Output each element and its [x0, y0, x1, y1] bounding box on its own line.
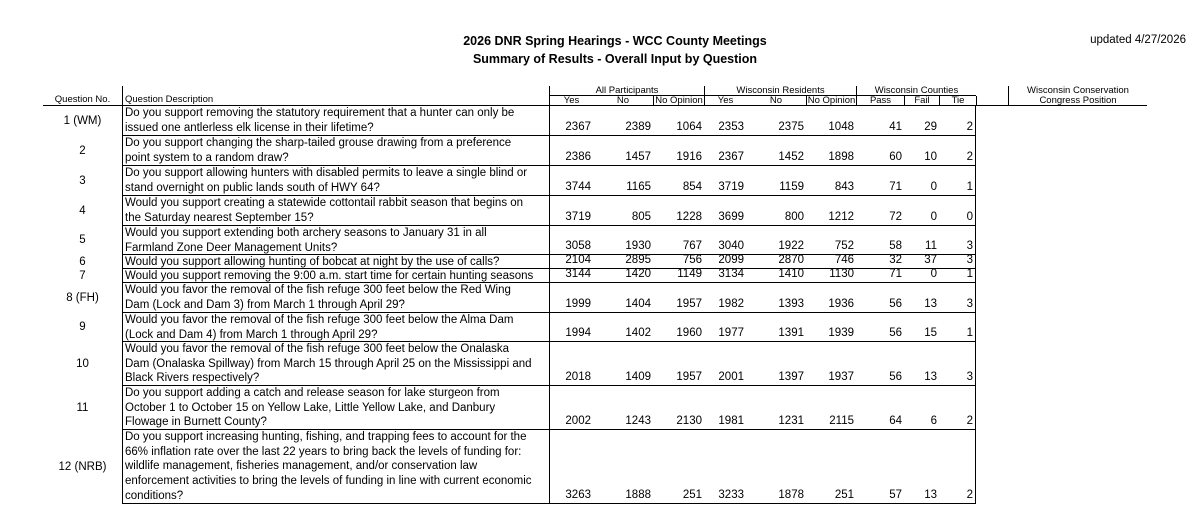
question-description-line: Do you support changing the sharp-tailed grouse drawing from a preference — [125, 137, 512, 149]
cell-all-no: 1930 — [593, 226, 653, 255]
cell-res-no: 1922 — [746, 226, 806, 255]
cell-wcc-position — [976, 226, 1147, 255]
group-all-participants: All Participants — [550, 86, 704, 96]
header-question-description: Question Description — [122, 86, 550, 106]
cell-all-yes: 3058 — [550, 226, 593, 255]
group-wcc-position: Wisconsin Conservation Congress Position — [1008, 86, 1147, 106]
cell-all-no: 2895 — [593, 255, 653, 269]
header-county-tie: Tie — [939, 96, 976, 106]
cell-all-yes: 1999 — [550, 283, 593, 313]
cell-county-fail: 0 — [904, 166, 939, 196]
cell-all-no-opinion: 767 — [653, 226, 704, 255]
results-table — [43, 86, 1147, 504]
cell-all-no-opinion: 756 — [653, 255, 704, 269]
question-number: 4 — [79, 204, 86, 217]
question-number: 7 — [79, 269, 86, 282]
cell-county-fail: 11 — [904, 226, 939, 255]
cell-res-no: 1159 — [746, 166, 806, 196]
question-description-line: Would you support creating a statewide cottontail rabbit season that begins on — [125, 197, 524, 209]
cell-county-fail: 0 — [904, 196, 939, 226]
header-county-pass: Pass — [856, 96, 904, 106]
cell-all-no: 1404 — [593, 283, 653, 313]
cell-county-fail: 13 — [904, 342, 939, 386]
updated-date: updated 4/27/2026 — [1090, 34, 1186, 46]
cell-county-pass: 56 — [856, 313, 904, 342]
question-description-line: Farmland Zone Deer Management Units? — [125, 241, 338, 254]
cell-wcc-position — [976, 313, 1147, 342]
question-description-line: Black Rivers respectively? — [125, 372, 260, 385]
question-description-line: October 1 to October 15 on Yellow Lake, Little Yellow Lake, and Danbury — [125, 401, 496, 414]
cell-county-fail: 29 — [904, 106, 939, 136]
group-wisconsin-residents: Wisconsin Residents — [704, 86, 856, 96]
cell-res-yes: 3233 — [704, 430, 746, 504]
cell-all-yes: 1994 — [550, 313, 593, 342]
cell-all-no-opinion: 1916 — [653, 136, 704, 166]
cell-county-fail: 13 — [904, 430, 939, 504]
cell-all-no-opinion: 2130 — [653, 386, 704, 430]
cell-all-yes: 2367 — [550, 106, 593, 136]
cell-all-no-opinion: 1957 — [653, 342, 704, 386]
cell-res-no: 1391 — [746, 313, 806, 342]
report-subtitle: Summary of Results - Overall Input by Question — [472, 52, 758, 66]
cell-all-no: 1402 — [593, 313, 653, 342]
question-description-line: Would you favor the removal of the fish refuge 300 feet below the Alma Dam — [125, 314, 514, 326]
header-spacer — [976, 96, 1008, 106]
cell-county-fail: 37 — [904, 255, 939, 269]
question-number: 8 (FH) — [66, 291, 99, 304]
cell-all-no: 805 — [593, 196, 653, 226]
cell-county-fail: 0 — [904, 269, 939, 283]
cell-county-tie: 1 — [939, 166, 976, 196]
cell-res-no: 2375 — [746, 106, 806, 136]
cell-res-yes: 2353 — [704, 106, 746, 136]
question-description — [122, 313, 550, 342]
question-description-line: Would you support allowing hunting of bobcat at night by the use of calls? — [125, 256, 500, 268]
cell-wcc-position — [976, 430, 1147, 504]
cell-county-tie: 3 — [939, 283, 976, 313]
cell-all-no: 1457 — [593, 136, 653, 166]
cell-all-yes: 3263 — [550, 430, 593, 504]
cell-county-pass: 56 — [856, 283, 904, 313]
question-description — [122, 255, 550, 269]
question-description — [122, 269, 550, 283]
cell-county-tie: 3 — [939, 342, 976, 386]
cell-res-yes: 3134 — [704, 269, 746, 283]
cell-res-yes: 1982 — [704, 283, 746, 313]
cell-county-fail: 15 — [904, 313, 939, 342]
cell-all-yes: 2002 — [550, 386, 593, 430]
cell-county-pass: 56 — [856, 342, 904, 386]
cell-res-yes: 1977 — [704, 313, 746, 342]
cell-all-no-opinion: 1149 — [653, 269, 704, 283]
question-description-line: 66% inflation rate over the last 22 years to bring back the levels of funding for: — [125, 445, 522, 458]
question-description — [122, 136, 550, 166]
cell-all-yes: 2386 — [550, 136, 593, 166]
question-description — [122, 106, 550, 136]
cell-all-yes: 2018 — [550, 342, 593, 386]
cell-res-no-opinion: 251 — [806, 430, 856, 504]
question-description-line: Do you support increasing hunting, fishing, and trapping fees to account for the — [125, 431, 527, 443]
cell-county-pass: 71 — [856, 269, 904, 283]
cell-wcc-position — [976, 269, 1147, 283]
cell-all-yes: 3719 — [550, 196, 593, 226]
cell-res-yes: 2367 — [704, 136, 746, 166]
cell-county-pass: 64 — [856, 386, 904, 430]
header-all-no: No — [593, 96, 653, 106]
question-number: 11 — [76, 401, 89, 414]
cell-county-tie: 2 — [939, 386, 976, 430]
cell-county-pass: 57 — [856, 430, 904, 504]
cell-wcc-position — [976, 342, 1147, 386]
cell-county-pass: 32 — [856, 255, 904, 269]
question-description — [122, 430, 550, 504]
cell-res-yes: 3719 — [704, 166, 746, 196]
question-number: 1 (WM) — [63, 114, 102, 127]
cell-all-no: 1165 — [593, 166, 653, 196]
cell-county-tie: 3 — [939, 255, 976, 269]
cell-res-no: 1452 — [746, 136, 806, 166]
question-number: 5 — [79, 234, 86, 247]
cell-res-yes: 2099 — [704, 255, 746, 269]
cell-all-yes: 3144 — [550, 269, 593, 283]
cell-all-yes: 3744 — [550, 166, 593, 196]
cell-all-no-opinion: 1957 — [653, 283, 704, 313]
cell-all-no: 2389 — [593, 106, 653, 136]
cell-all-no: 1420 — [593, 269, 653, 283]
cell-res-no: 800 — [746, 196, 806, 226]
cell-res-no-opinion: 1937 — [806, 342, 856, 386]
question-description-line: Do you support allowing hunters with disabled permits to leave a single blind or — [125, 167, 528, 179]
question-description — [122, 166, 550, 196]
cell-county-fail: 10 — [904, 136, 939, 166]
question-number: 12 (NRB) — [58, 460, 107, 473]
cell-res-no: 1397 — [746, 342, 806, 386]
cell-county-pass: 58 — [856, 226, 904, 255]
question-description-line: Would you support extending both archery seasons to January 31 in all — [125, 227, 487, 239]
cell-res-no-opinion: 1212 — [806, 196, 856, 226]
cell-county-pass: 60 — [856, 136, 904, 166]
cell-res-no: 2870 — [746, 255, 806, 269]
cell-county-pass: 72 — [856, 196, 904, 226]
cell-res-no-opinion: 1936 — [806, 283, 856, 313]
header-res-no: No — [746, 96, 806, 106]
question-description-line: point system to a random draw? — [125, 151, 289, 164]
cell-county-tie: 1 — [939, 269, 976, 283]
cell-all-yes: 2104 — [550, 255, 593, 269]
cell-wcc-position — [976, 136, 1147, 166]
header-res-yes: Yes — [704, 96, 746, 106]
cell-all-no: 1409 — [593, 342, 653, 386]
question-description-line: Would you support removing the 9:00 a.m. start time for certain hunting seasons — [125, 270, 534, 282]
cell-res-no-opinion: 1048 — [806, 106, 856, 136]
header-all-no-opinion: No Opinion — [653, 96, 704, 106]
cell-all-no-opinion: 1960 — [653, 313, 704, 342]
cell-all-no: 1888 — [593, 430, 653, 504]
question-description-line: stand overnight on public lands south of HWY 64? — [125, 181, 380, 194]
report-title: 2026 DNR Spring Hearings - WCC County Meetings — [463, 34, 767, 48]
cell-res-no: 1231 — [746, 386, 806, 430]
question-number: 10 — [76, 357, 89, 370]
cell-all-no: 1243 — [593, 386, 653, 430]
group-wisconsin-counties: Wisconsin Counties — [856, 86, 976, 96]
cell-res-no-opinion: 1130 — [806, 269, 856, 283]
cell-all-no-opinion: 854 — [653, 166, 704, 196]
cell-res-no: 1878 — [746, 430, 806, 504]
question-description-line: Do you support removing the statutory requirement that a hunter can only be — [125, 107, 515, 119]
cell-county-fail: 6 — [904, 386, 939, 430]
cell-all-no-opinion: 251 — [653, 430, 704, 504]
question-description — [122, 226, 550, 255]
cell-county-pass: 41 — [856, 106, 904, 136]
cell-county-fail: 13 — [904, 283, 939, 313]
cell-wcc-position — [976, 255, 1147, 269]
question-description-line: Would you favor the removal of the fish refuge 300 feet below the Red Wing — [125, 284, 511, 296]
cell-res-yes: 3699 — [704, 196, 746, 226]
question-description-line: the Saturday nearest September 15? — [125, 211, 314, 224]
cell-res-yes: 3040 — [704, 226, 746, 255]
cell-county-tie: 2 — [939, 430, 976, 504]
cell-county-tie: 0 — [939, 196, 976, 226]
cell-wcc-position — [976, 283, 1147, 313]
question-description-line: Do you support adding a catch and release season for lake sturgeon from — [125, 387, 500, 399]
question-number: 2 — [79, 144, 86, 157]
question-number: 6 — [79, 255, 86, 268]
question-description-line: Dam (Lock and Dam 3) from March 1 through April 29? — [125, 298, 405, 311]
cell-res-no-opinion: 2115 — [806, 386, 856, 430]
question-description-line: conditions? — [125, 489, 184, 502]
question-description — [122, 342, 550, 386]
question-description — [122, 196, 550, 226]
question-description — [122, 386, 550, 430]
header-county-fail: Fail — [904, 96, 939, 106]
header-res-no-opinion: No Opinion — [807, 96, 856, 106]
cell-res-no: 1393 — [746, 283, 806, 313]
cell-county-tie: 3 — [939, 226, 976, 255]
question-description-line: enforcement activities to bring the levels of funding in line with current economic — [125, 475, 532, 488]
header-all-yes: Yes — [550, 96, 593, 106]
cell-res-yes: 1981 — [704, 386, 746, 430]
cell-county-tie: 2 — [939, 106, 976, 136]
question-description-line: Would you favor the removal of the fish refuge 300 feet below the Onalaska — [125, 343, 509, 355]
cell-all-no-opinion: 1064 — [653, 106, 704, 136]
cell-res-no-opinion: 752 — [806, 226, 856, 255]
question-description — [122, 283, 550, 313]
question-description-line: Flowage in Burnett County? — [125, 416, 267, 429]
cell-res-no-opinion: 843 — [806, 166, 856, 196]
cell-wcc-position — [976, 166, 1147, 196]
question-description-line: issued one antlerless elk license in their lifetime? — [125, 121, 374, 134]
question-number: 9 — [79, 321, 86, 334]
cell-wcc-position — [976, 386, 1147, 430]
question-description-line: Dam (Onalaska Spillway) from March 15 through April 25 on the Mississippi and — [125, 357, 532, 370]
cell-wcc-position — [976, 196, 1147, 226]
header-question-no: Question No. — [43, 86, 122, 106]
cell-res-no-opinion: 1939 — [806, 313, 856, 342]
question-number: 3 — [79, 174, 86, 187]
cell-res-no-opinion: 746 — [806, 255, 856, 269]
cell-county-pass: 71 — [856, 166, 904, 196]
cell-res-no-opinion: 1898 — [806, 136, 856, 166]
cell-res-yes: 2001 — [704, 342, 746, 386]
cell-county-tie: 2 — [939, 136, 976, 166]
question-description-line: (Lock and Dam 4) from March 1 through April 29? — [125, 328, 378, 341]
cell-wcc-position — [976, 106, 1147, 136]
question-description-line: wildlife management, fisheries management, and/or conservation law — [125, 460, 478, 473]
cell-county-tie: 1 — [939, 313, 976, 342]
cell-all-no-opinion: 1228 — [653, 196, 704, 226]
cell-res-no: 1410 — [746, 269, 806, 283]
